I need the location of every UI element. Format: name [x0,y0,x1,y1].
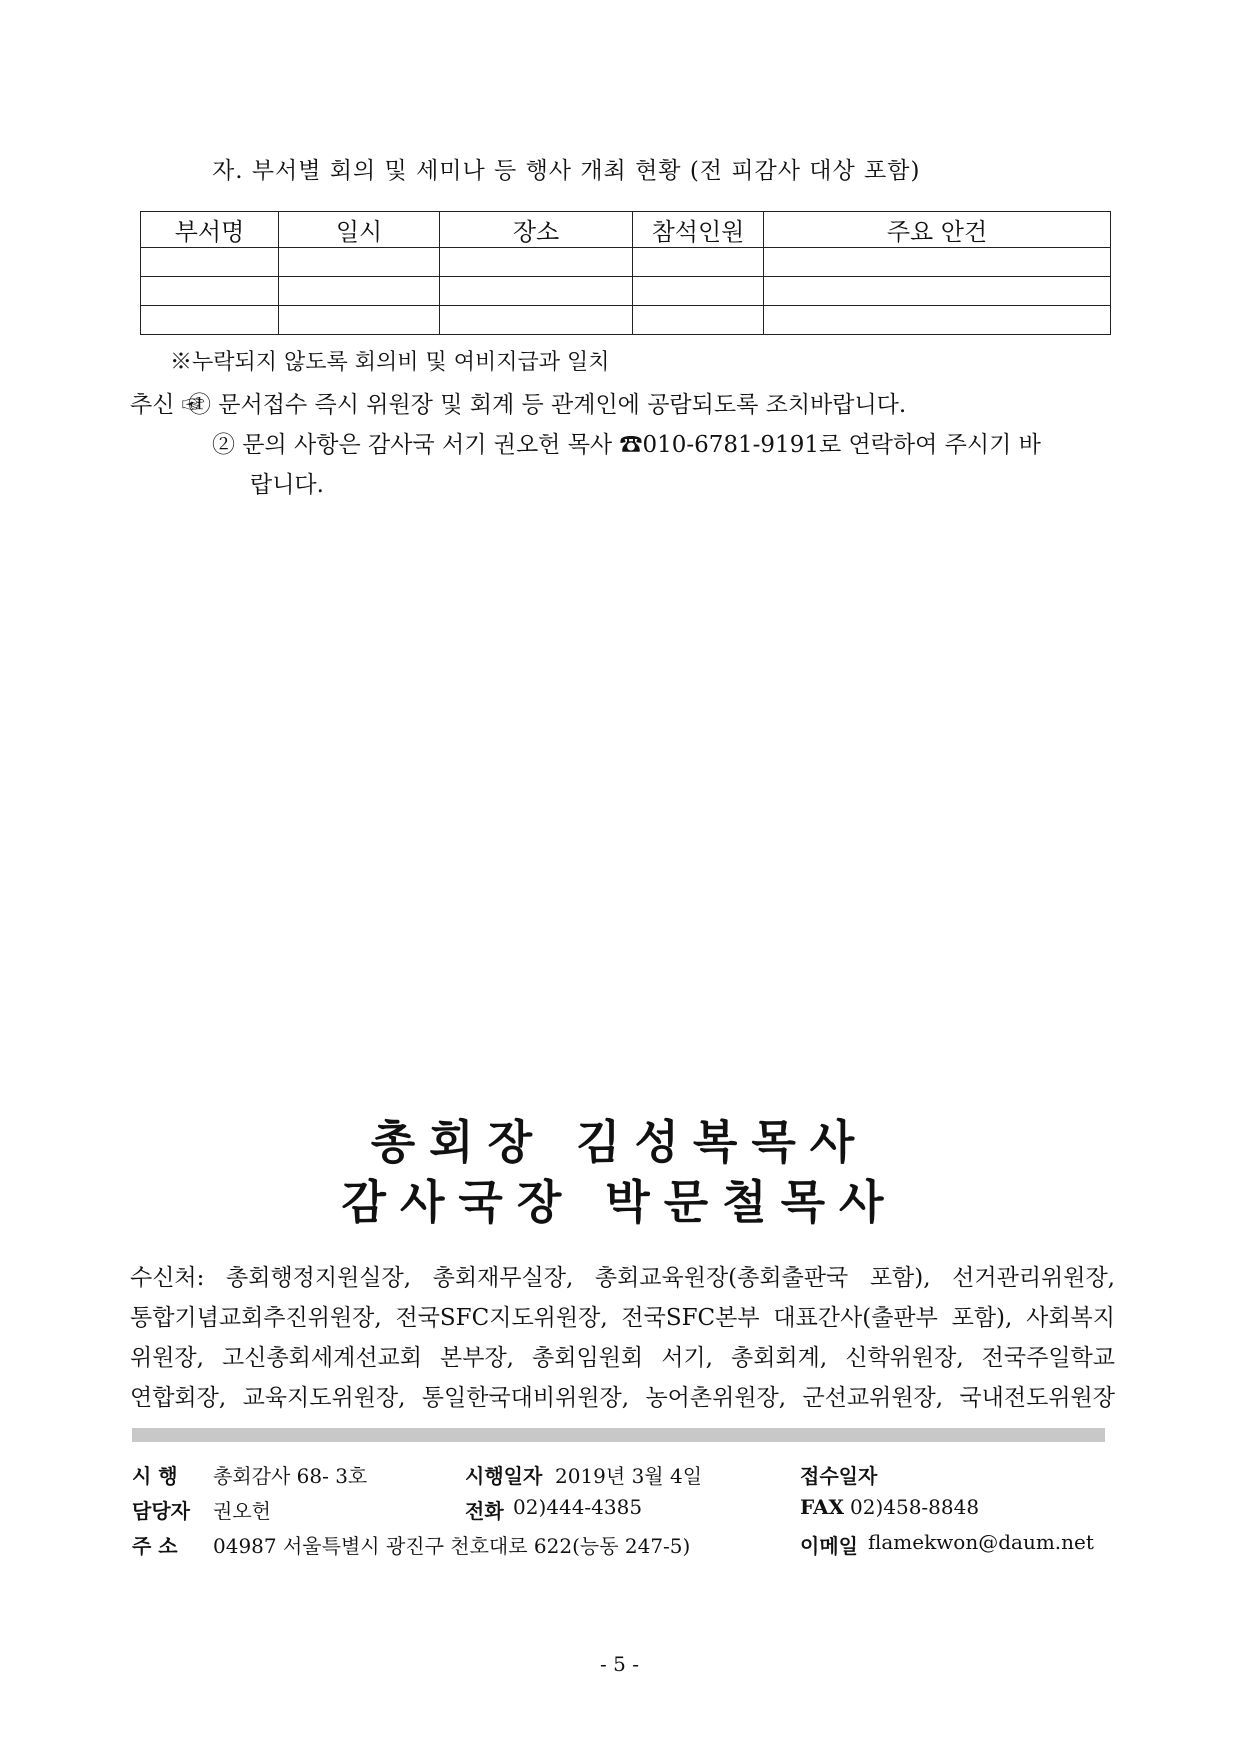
table-cell [141,248,279,277]
footer-address-label: 주 소 [132,1534,178,1558]
footer-fax-label: FAX [800,1495,845,1519]
footer-phone-label: 전화 [465,1499,504,1523]
footer-fax-value: 02)458-8848 [850,1495,980,1519]
table-header-row [141,212,1111,248]
footer-manager-value: 권오헌 [213,1499,271,1523]
footer-issue-value: 총회감사 68- 3호 [213,1464,368,1488]
recipients-line: 통합기념교회추진위원장, 전국SFC지도위원장, 전국SFC본부 대표간사(출판부 포함), 사회복지 [130,1305,1115,1331]
column-header-agenda: 주요 안건 [764,212,1111,248]
footer-email-label: 이메일 [800,1534,858,1558]
table-cell [279,277,440,306]
footer-received-label: 접수일자 [800,1464,878,1488]
signature-audit-director: 감사국장 박문철목사 [341,1175,898,1229]
table-cell [764,306,1111,335]
page-number: - 5 - [600,1652,639,1676]
table-cell [440,306,633,335]
footer-date-label: 시행일자 [465,1464,543,1488]
footer-issue-label: 시 행 [132,1464,178,1488]
table-cell [764,277,1111,306]
table-cell [141,306,279,335]
section-heading: 자. 부서별 회의 및 세미나 등 행사 개최 현황 (전 피감사 대상 포함) [212,158,921,184]
table-cell [440,277,633,306]
column-header-datetime: 일시 [279,212,440,248]
table-cell [764,248,1111,277]
footer-divider [132,1428,1105,1442]
postscript-item-1: ① 문서접수 즉시 위원장 및 회계 등 관계인에 공람되도록 조치바랍니다. [188,392,907,418]
column-header-location: 장소 [440,212,633,248]
events-table [140,211,1111,335]
footer-phone-value: 02)444-4385 [513,1495,643,1519]
signature-moderator: 총회장 김성복목사 [370,1115,869,1169]
recipients-line: 수신처: 총회행정지원실장, 총회재무실장, 총회교육원장(총회출판국 포함), 선거관리위원장, [130,1265,1115,1291]
postscript-item-2: ② 문의 사항은 감사국 서기 권오헌 목사 ☎010-6781-9191로 연락하여 주시기 바 [212,432,1041,458]
recipients-line: 연합회장, 교육지도위원장, 통일한국대비위원장, 농어촌위원장, 군선교위원장, 국내전도위원장 [130,1385,1115,1411]
table-cell [633,306,764,335]
table-cell [279,248,440,277]
footer-email-value: flamekwon@daum.net [868,1530,1094,1554]
table-cell [279,306,440,335]
table-row [141,277,1111,306]
table-note: ※누락되지 않도록 회의비 및 여비지급과 일치 [170,350,610,375]
recipients-block [130,1258,1115,1418]
footer-address-value: 04987 서울특별시 광진구 천호대로 622(능동 247-5) [213,1534,691,1558]
postscript-item-2-continued: 랍니다. [250,472,324,498]
footer-manager-label: 담당자 [132,1499,190,1523]
postscript-label: 추신 ☞ [130,392,205,418]
footer-date-value: 2019년 3월 4일 [555,1464,703,1488]
table-cell [633,248,764,277]
table-cell [633,277,764,306]
table-cell [141,277,279,306]
table-row [141,248,1111,277]
column-header-department: 부서명 [141,212,279,248]
table-cell [440,248,633,277]
column-header-attendees: 참석인원 [633,212,764,248]
recipients-line: 위원장, 고신총회세계선교회 본부장, 총회임원회 서기, 총회회계, 신학위원장, 전국주일학교 [130,1345,1115,1371]
table-row [141,306,1111,335]
